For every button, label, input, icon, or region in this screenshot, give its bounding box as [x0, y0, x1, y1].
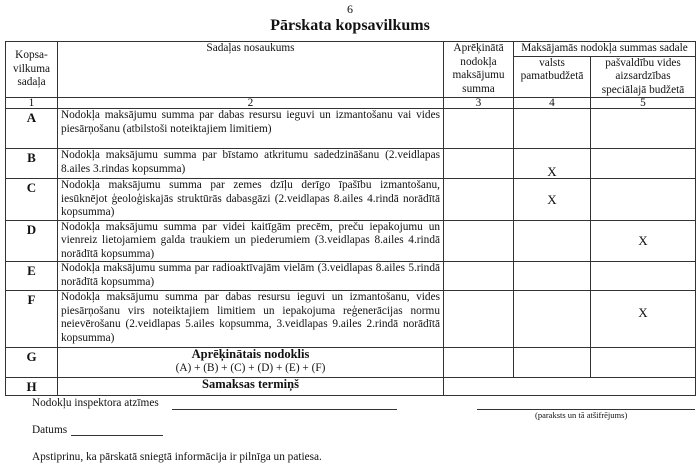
col-number: 2	[58, 98, 444, 109]
municipal-cell[interactable]	[591, 262, 696, 291]
municipal-cell[interactable]	[591, 179, 696, 221]
signature-label: (paraksts un tā atšifrējums)	[535, 410, 628, 420]
header-name: Sadaļas nosaukums	[58, 42, 444, 98]
row-text: Nodokļa maksājumu summa par zemes dzīļu derīgo īpašību izmantošanu, iesūknējot ģeoloģiskajās struktūrās dabasgāzi (2.veidlapas 8.ailes 4.rindā norādītā kopsumma)	[58, 179, 444, 221]
row-code: C	[6, 179, 58, 221]
row-text: Nodokļa maksājumu summa par bīstamo atkritumu sadedzināšanu (2.veidlapas 8.ailes 3.rindas kopsumma)	[58, 149, 444, 179]
row-code: H	[6, 378, 58, 396]
state-cell[interactable]: X	[514, 149, 591, 179]
date-line[interactable]	[71, 435, 163, 436]
deadline-cell[interactable]	[444, 378, 696, 396]
row-code: G	[6, 348, 58, 378]
amount-cell[interactable]	[444, 348, 514, 378]
table-row	[6, 179, 696, 221]
row-code: B	[6, 149, 58, 179]
row-text: Nodokļa maksājumu summa par videi kaitīgām precēm, preču iepakojumu un vienreiz lietojamiem galda traukiem un piederumiem (3.veidlapas 8.ailes 4.rindā norādītā kopsumma)	[58, 220, 444, 262]
municipal-cell[interactable]	[591, 149, 696, 179]
total-title: Aprēķinātais nodoklis	[191, 347, 310, 361]
table-row	[6, 109, 696, 149]
summary-table	[5, 41, 696, 396]
row-text: Nodokļa maksājumu summa par dabas resursu ieguvi un izmantošanu vai vides piesārņošanu (atbilstoši noteiktajiem limitiem)	[58, 109, 444, 149]
amount-cell[interactable]	[444, 220, 514, 262]
date-label: Datums	[32, 424, 68, 436]
state-cell[interactable]	[514, 109, 591, 149]
col-number: 4	[514, 98, 591, 109]
header-municipal-budget: pašvaldību vides aizsardzības speciālajā budžetā	[591, 56, 696, 98]
municipal-cell[interactable]: X	[591, 291, 696, 348]
row-code: F	[6, 291, 58, 348]
header-section: Kopsa-vilkuma sadaļa	[6, 42, 58, 98]
amount-cell[interactable]	[444, 291, 514, 348]
table-row	[6, 291, 696, 348]
table-row	[6, 262, 696, 291]
state-cell[interactable]	[514, 220, 591, 262]
confirmation-text: Apstiprinu, ka pārskatā sniegtā informācija ir pilnīga un patiesa.	[32, 451, 322, 463]
table-row-deadline	[6, 378, 696, 396]
deadline-title: Samaksas termiņš	[58, 378, 444, 396]
row-code: D	[6, 220, 58, 262]
page-number: 6	[347, 2, 353, 16]
amount-cell[interactable]	[444, 262, 514, 291]
state-cell[interactable]	[514, 291, 591, 348]
table-row	[6, 149, 696, 179]
col-number: 3	[444, 98, 514, 109]
table-row	[6, 220, 696, 262]
row-text: Nodokļa maksājumu summa par dabas resursu ieguvi un izmantošanu, vides piesārņošanu virs noteiktajiem limitiem un iepakojuma reģenerācijas normu neievērošanu (2.veidlapas 5.ailes kopsumma, 3.veidlapas 9.ailes 2.rindā norādītā kopsumma)	[58, 291, 444, 348]
row-code: E	[6, 262, 58, 291]
table-row-total	[6, 348, 696, 378]
municipal-cell[interactable]	[591, 109, 696, 149]
municipal-cell[interactable]	[591, 348, 696, 378]
state-cell[interactable]	[514, 262, 591, 291]
page-title: Pārskata kopsavilkums	[270, 17, 430, 34]
inspector-notes-line[interactable]	[172, 409, 397, 410]
amount-cell[interactable]	[444, 109, 514, 149]
state-cell[interactable]: X	[514, 179, 591, 221]
row-text: Nodokļa maksājumu summa par radioaktīvajām vielām (3.veidlapas 8.ailes 5.rindā norādītā kopsumma)	[58, 262, 444, 291]
municipal-cell[interactable]: X	[591, 220, 696, 262]
amount-cell[interactable]	[444, 149, 514, 179]
inspector-label: Nodokļu inspektora atzīmes	[32, 397, 159, 409]
header-distribution: Maksājamās nodokļa summas sadale	[514, 42, 696, 57]
col-number: 1	[6, 98, 58, 109]
col-number: 5	[591, 98, 696, 109]
amount-cell[interactable]	[444, 179, 514, 221]
header-state-budget: valsts pamatbudžetā	[514, 56, 591, 98]
state-cell[interactable]	[514, 348, 591, 378]
row-code: A	[6, 109, 58, 149]
total-formula: (A) + (B) + (C) + (D) + (E) + (F)	[175, 361, 326, 374]
header-amount: Aprēķinātā nodokļa maksājumu summa	[444, 42, 514, 98]
